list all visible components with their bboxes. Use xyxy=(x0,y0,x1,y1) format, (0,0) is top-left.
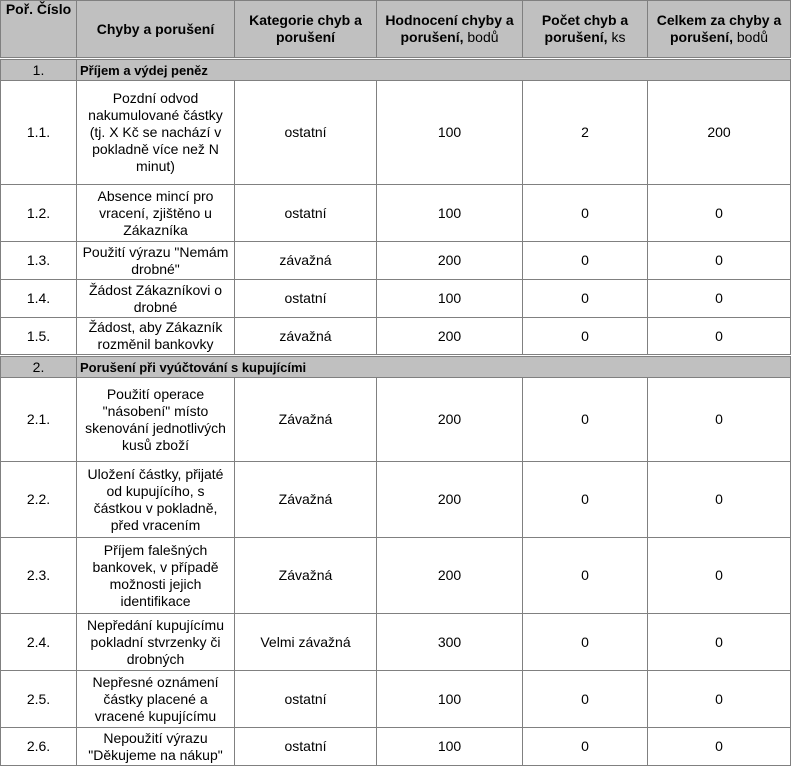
row-points: 200 xyxy=(377,538,523,614)
row-number: 1.3. xyxy=(1,242,77,280)
row-category: Závažná xyxy=(235,462,377,538)
row-total: 0 xyxy=(648,671,791,728)
row-total: 0 xyxy=(648,318,791,356)
section-row xyxy=(1,59,791,81)
header-points-unit: bodů xyxy=(463,29,499,45)
row-total: 0 xyxy=(648,538,791,614)
header-total xyxy=(648,1,791,59)
row-points: 100 xyxy=(377,671,523,728)
row-number: 2.6. xyxy=(1,728,77,766)
section-title: Porušení při vyúčtování s kupujícími xyxy=(77,356,791,378)
row-total: 0 xyxy=(648,462,791,538)
header-points xyxy=(377,1,523,59)
table-row xyxy=(1,671,791,728)
table-row xyxy=(1,462,791,538)
row-count: 0 xyxy=(523,185,648,242)
header-count-unit: ks xyxy=(607,29,626,45)
row-number: 2.4. xyxy=(1,614,77,671)
row-points: 100 xyxy=(377,81,523,185)
table-row xyxy=(1,81,791,185)
table-row xyxy=(1,242,791,280)
row-total: 0 xyxy=(648,280,791,318)
row-total: 200 xyxy=(648,81,791,185)
row-category: Závažná xyxy=(235,538,377,614)
row-total: 0 xyxy=(648,728,791,766)
row-description: Absence mincí pro vracení, zjištěno u Zákazníka xyxy=(77,185,235,242)
row-points: 100 xyxy=(377,728,523,766)
header-number: Poř. Číslo xyxy=(1,1,77,59)
row-points: 200 xyxy=(377,462,523,538)
row-points: 100 xyxy=(377,280,523,318)
table-row xyxy=(1,318,791,356)
row-count: 2 xyxy=(523,81,648,185)
row-number: 2.1. xyxy=(1,378,77,462)
row-total: 0 xyxy=(648,185,791,242)
row-points: 200 xyxy=(377,378,523,462)
row-category: Velmi závažná xyxy=(235,614,377,671)
row-points: 100 xyxy=(377,185,523,242)
header-count xyxy=(523,1,648,59)
row-description: Použití operace "násobení" místo skenování jednotlivých kusů zboží xyxy=(77,378,235,462)
header-count-label: Počet chyb a porušení, xyxy=(541,12,629,45)
row-total: 0 xyxy=(648,614,791,671)
row-points: 200 xyxy=(377,242,523,280)
row-description: Nepřesné oznámení částky placené a vracené kupujícímu xyxy=(77,671,235,728)
row-count: 0 xyxy=(523,462,648,538)
section-number: 1. xyxy=(1,59,77,81)
header-violation: Chyby a porušení xyxy=(77,1,235,59)
row-category: ostatní xyxy=(235,671,377,728)
row-count: 0 xyxy=(523,378,648,462)
row-count: 0 xyxy=(523,280,648,318)
table-row xyxy=(1,185,791,242)
row-count: 0 xyxy=(523,671,648,728)
row-description: Žádost Zákazníkovi o drobné xyxy=(77,280,235,318)
row-description: Pozdní odvod nakumulované částky (tj. X Kč se nachází v pokladně více než N minut) xyxy=(77,81,235,185)
row-category: závažná xyxy=(235,318,377,356)
header-category: Kategorie chyb a porušení xyxy=(235,1,377,59)
row-number: 1.5. xyxy=(1,318,77,356)
row-category: ostatní xyxy=(235,280,377,318)
row-description: Žádost, aby Zákazník rozměnil bankovky xyxy=(77,318,235,356)
row-description: Příjem falešných bankovek, v případě možnosti jejich identifikace xyxy=(77,538,235,614)
row-total: 0 xyxy=(648,242,791,280)
row-number: 2.2. xyxy=(1,462,77,538)
header-total-label: Celkem za chyby a porušení, xyxy=(656,12,782,45)
row-number: 1.2. xyxy=(1,185,77,242)
row-points: 300 xyxy=(377,614,523,671)
row-count: 0 xyxy=(523,242,648,280)
table-row xyxy=(1,614,791,671)
section-title: Příjem a výdej peněz xyxy=(77,59,791,81)
row-description: Nepředání kupujícímu pokladní stvrzenky či drobných xyxy=(77,614,235,671)
section-row xyxy=(1,356,791,378)
row-number: 2.3. xyxy=(1,538,77,614)
row-description: Použití výrazu "Nemám drobné" xyxy=(77,242,235,280)
row-description: Nepoužití výrazu "Děkujeme na nákup" xyxy=(77,728,235,766)
header-points-label: Hodnocení chyby a porušení, xyxy=(385,12,514,45)
table-row xyxy=(1,378,791,462)
header-row xyxy=(1,1,791,59)
row-count: 0 xyxy=(523,728,648,766)
row-count: 0 xyxy=(523,538,648,614)
table-row xyxy=(1,728,791,766)
row-description: Uložení částky, přijaté od kupujícího, s částkou v pokladně, před vracením xyxy=(77,462,235,538)
row-number: 2.5. xyxy=(1,671,77,728)
row-count: 0 xyxy=(523,318,648,356)
table-row xyxy=(1,538,791,614)
row-count: 0 xyxy=(523,614,648,671)
row-number: 1.1. xyxy=(1,81,77,185)
row-category: závažná xyxy=(235,242,377,280)
row-category: ostatní xyxy=(235,185,377,242)
header-total-unit: bodů xyxy=(732,29,769,45)
row-category: Závažná xyxy=(235,378,377,462)
table-row xyxy=(1,280,791,318)
row-category: ostatní xyxy=(235,81,377,185)
row-number: 1.4. xyxy=(1,280,77,318)
row-category: ostatní xyxy=(235,728,377,766)
row-total: 0 xyxy=(648,378,791,462)
section-number: 2. xyxy=(1,356,77,378)
row-points: 200 xyxy=(377,318,523,356)
